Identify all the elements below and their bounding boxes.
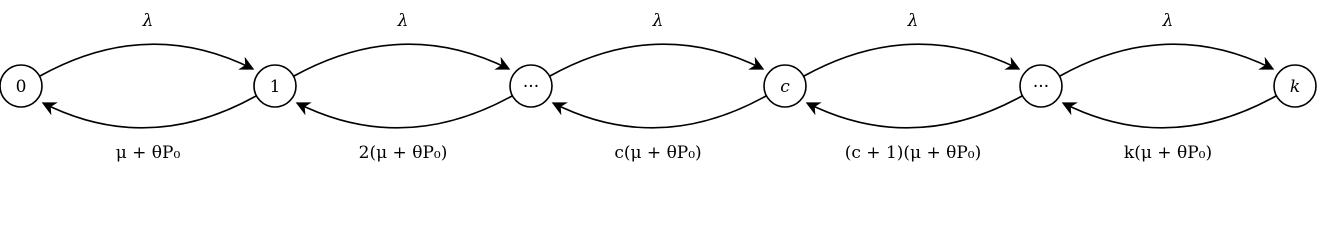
service-rate-label: μ + θP₀: [115, 143, 181, 163]
forward-transition-arrow: [294, 44, 509, 76]
state-label: 0: [15, 77, 27, 97]
backward-transition-arrow: [43, 96, 256, 128]
state-label: k: [1289, 77, 1301, 97]
state-node: [510, 65, 552, 107]
forward-transition-arrow: [40, 44, 253, 76]
backward-transition-arrow: [297, 96, 512, 128]
state-label: ···: [522, 77, 540, 97]
forward-transition-arrow: [804, 44, 1019, 76]
state-node: [0, 65, 42, 107]
state-node: [254, 65, 296, 107]
state-label: ···: [1032, 77, 1050, 97]
service-rate-label: (c + 1)(μ + θP₀): [844, 143, 982, 163]
backward-transition-arrow: [807, 96, 1022, 128]
backward-transition-arrow: [553, 96, 766, 128]
service-rate-label: k(μ + θP₀): [1123, 143, 1213, 163]
state-node: [764, 65, 806, 107]
forward-transition-arrow: [1060, 44, 1273, 76]
arrival-rate-label: λ: [397, 11, 409, 31]
backward-transition-arrow: [1063, 96, 1276, 128]
state-label: 1: [269, 77, 281, 97]
forward-transition-arrow: [550, 44, 763, 76]
arrival-rate-label: λ: [652, 11, 664, 31]
service-rate-label: c(μ + θP₀): [614, 143, 702, 163]
state-label: c: [780, 77, 790, 97]
arrival-rate-label: λ: [907, 11, 919, 31]
arrival-rate-label: λ: [1162, 11, 1174, 31]
state-node: [1274, 65, 1316, 107]
state-node: [1020, 65, 1062, 107]
service-rate-label: 2(μ + θP₀): [358, 143, 448, 163]
arrival-rate-label: λ: [142, 11, 154, 31]
